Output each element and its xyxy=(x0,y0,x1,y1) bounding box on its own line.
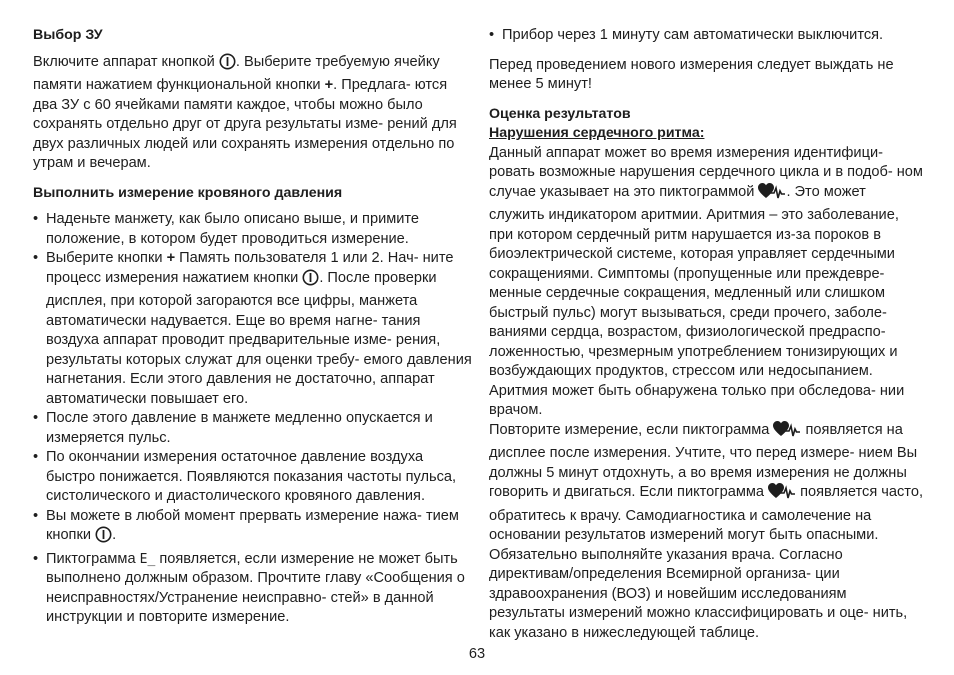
memory-select-paragraph xyxy=(33,53,473,174)
measure-heading: Выполнить измерение кровяного давления xyxy=(33,184,343,201)
list-item xyxy=(33,550,473,628)
plus-icon: + xyxy=(324,77,334,93)
step-text: . После проверки дисплея, при которой загораются все цифры, манжета автоматически надувается. Еще во время нагне- тания воздуха аппарат проводит предварительные изме- рения, результаты которых служат для оценки требу- емого давления нагнетания. Если этого давления не достаточно, аппарат автоматически повышает его. xyxy=(46,269,472,407)
step-text: Вы можете в любой момент прервать измерение нажа- тием кнопки xyxy=(46,507,459,543)
step-text: появляется, если измерение не может быть выполнено должным образом. Прочтите главу «Сообщения о неисправностях/Устранение неисправно- стей» в данной инструкции и повторите измерение. xyxy=(46,550,465,625)
step-text: Пиктограмма xyxy=(46,550,140,567)
step-text: Выберите кнопки xyxy=(46,250,167,266)
step-text: Память пользователя 1 или 2. Нач- ните процесс измерения нажатием кнопки xyxy=(46,250,454,286)
page-number: 63 xyxy=(468,646,486,662)
arrhythmia-text: . Это может служить индикатором аритмии. Аритмия – это заболевание, при котором сердечный ритм нарушается из-за пороков в биоэлектрической системе, которая управляет сердечными сокращениями. Симптомы (пропущенные или преждевре- менные сердечные сокращения, медленный или слишком быстрый пульс) могут вызываться, среди прочего, заболе- ваниями сердца, возрастом, физиологической предраспо- ложенностью, чрезмерным употреблением тонизирующих и возбуждающих продуктов, стрессом или недосыпанием. Аритмия может быть обнаружена только при обследова- нии врачом. xyxy=(489,183,905,418)
repeat-measurement-paragraph xyxy=(489,421,925,644)
list-item xyxy=(33,409,473,448)
list-item xyxy=(33,249,473,409)
step-text: . xyxy=(112,527,117,543)
list-item xyxy=(33,448,473,507)
step-text: После этого давление в манжете медленно опускается и измеряется пульс. xyxy=(46,410,433,446)
arrhythmia-heart-icon xyxy=(768,483,796,507)
power-button-icon xyxy=(302,269,319,293)
arrhythmia-text: Повторите измерение, если пиктограмма xyxy=(489,421,774,438)
power-button-icon xyxy=(219,53,236,77)
plus-icon: + xyxy=(166,250,176,266)
right-column xyxy=(489,26,925,643)
arrhythmia-text: появляется часто, обратитесь к врачу. Самодиагностика и самолечение на основании результатов измерений могут быть опасными. Обязательно выполняйте указания врача. Согласно директивам/определения Всемирной организа- ции здравоохранения (ВОЗ) и новейшим исследованиям результаты измерений можно классифицировать и оце- нить, как указано в нижеследующей таблице. xyxy=(489,484,924,641)
arrhythmia-heading: Нарушения сердечного ритма: xyxy=(489,125,705,141)
evaluation-heading: Оценка результатов xyxy=(489,105,631,122)
memory-select-heading: Выбор ЗУ xyxy=(33,27,103,43)
step-text: Наденьте манжету, как было описано выше, и примите положение, в котором будет проводиться измерение. xyxy=(46,211,420,247)
memory-text-b: . Выберите требуемую ячейку памяти нажатием функциональной кнопки xyxy=(33,53,440,93)
measure-steps-list-cont xyxy=(489,26,925,46)
wait-note: Перед проведением нового измерения следует выждать не менее 5 минут! xyxy=(489,56,894,92)
left-column xyxy=(33,26,473,628)
memory-text-c: . Предлага- ются два ЗУ с 60 ячейками памяти каждое, чтобы можно было сохранять отдельно друг от друга результаты изме- рений для двух различных людей или сохранять измерения отдельно по утрам и вечерам. xyxy=(33,77,457,171)
arrhythmia-heart-icon xyxy=(773,421,801,445)
measure-steps-list xyxy=(33,210,473,628)
arrhythmia-text: появляется на дисплее после измерения. Учтите, что перед измере- нием Вы должны 5 минут отдохнуть, а во время измерения не должны говорить и двигаться. Если пиктограмма xyxy=(489,421,918,500)
list-item xyxy=(489,26,925,46)
step-text: Прибор через 1 минуту сам автоматически выключится. xyxy=(502,27,884,43)
arrhythmia-text: Данный аппарат может во время измерения идентифици- ровать возможные нарушения сердечного цикла и в подоб- ном случае указывает на это пиктограммой xyxy=(489,144,923,200)
error-e-icon: E_ xyxy=(139,551,156,567)
power-button-icon xyxy=(95,526,112,550)
arrhythmia-paragraph xyxy=(489,144,925,421)
arrhythmia-heart-icon xyxy=(758,183,786,207)
list-item xyxy=(33,507,473,550)
step-text: По окончании измерения остаточное давление воздуха быстро понижается. Появляются показания частоты пульса, систолического и диастолического кровяного давления. xyxy=(46,449,457,504)
memory-text-a: Включите аппарат кнопкой xyxy=(33,53,219,70)
list-item xyxy=(33,210,473,249)
